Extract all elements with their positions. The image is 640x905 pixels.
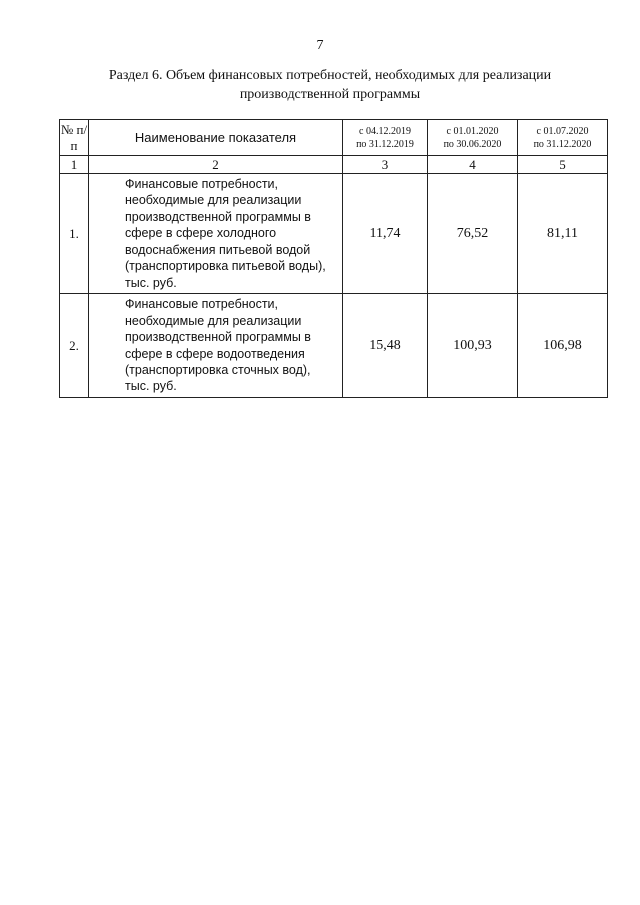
header-period-3 (518, 120, 608, 156)
column-index: 2 (89, 156, 343, 174)
header-name: Наименование показателя (89, 120, 343, 156)
table-header-row (60, 120, 608, 156)
row-value: 11,74 (343, 174, 428, 294)
header-number: № п/п (60, 120, 89, 156)
header-period-1 (343, 120, 428, 156)
section-title (60, 66, 600, 104)
financial-needs-table (59, 119, 608, 398)
table-row (60, 294, 608, 398)
row-value: 76,52 (428, 174, 518, 294)
header-period-1-from: с 04.12.2019 (359, 125, 411, 137)
row-number: 1. (60, 174, 89, 294)
column-index: 1 (60, 156, 89, 174)
row-value: 15,48 (343, 294, 428, 398)
header-period-2 (428, 120, 518, 156)
row-value: 106,98 (518, 294, 608, 398)
page-number: 7 (316, 38, 324, 53)
header-period-3-to: по 31.12.2020 (533, 138, 592, 150)
column-index-row (60, 156, 608, 174)
table-row (60, 174, 608, 294)
row-name: Финансовые потребности, необходимые для реализации производственной программы в сфере в сфере холодного водоснабжения питьевой водой (транспортировка питьевой воды), тыс. руб. (89, 174, 343, 294)
header-period-1-to: по 31.12.2019 (356, 138, 414, 150)
header-period-2-to: по 30.06.2020 (443, 138, 502, 150)
column-index: 5 (518, 156, 608, 174)
header-period-2-from: с 01.01.2020 (446, 125, 499, 137)
row-value: 81,11 (518, 174, 608, 294)
column-index: 4 (428, 156, 518, 174)
row-value: 100,93 (428, 294, 518, 398)
section-title-line-1: Раздел 6. Объем финансовых потребностей, необходимых для реализации (108, 68, 552, 83)
row-name: Финансовые потребности, необходимые для реализации производственной программы в сфере в сфере водоотведения (транспортировка сточных вод), тыс. руб. (89, 294, 343, 398)
header-period-3-from: с 01.07.2020 (536, 125, 589, 137)
section-title-line-2: производственной программы (239, 87, 421, 102)
row-number: 2. (60, 294, 89, 398)
column-index: 3 (343, 156, 428, 174)
